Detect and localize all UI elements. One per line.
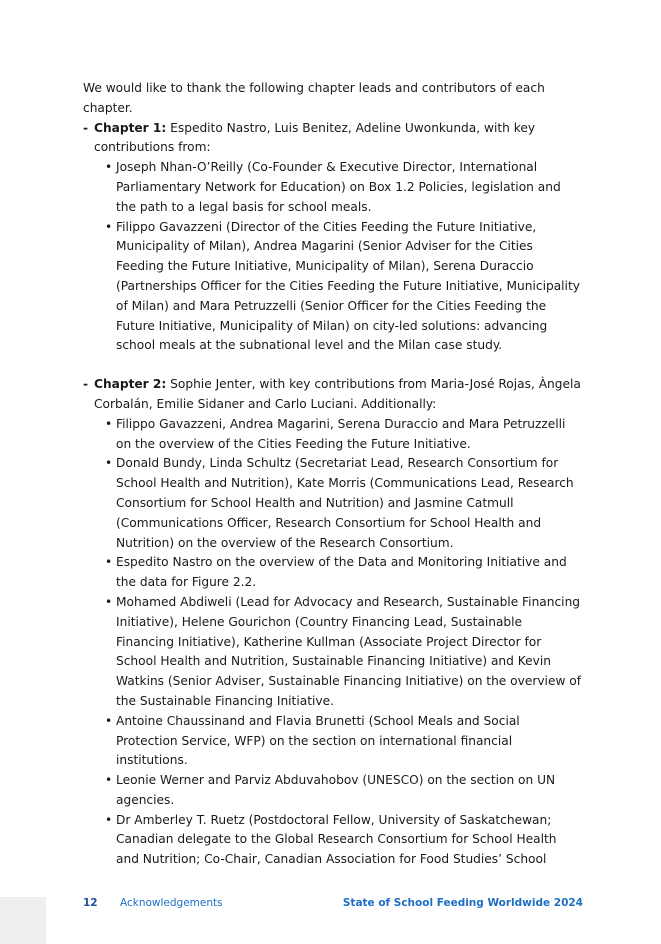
dash-marker: - xyxy=(83,377,89,392)
spacer xyxy=(83,356,583,375)
list-item: • Joseph Nhan-O’Reilly (Co-Founder & Executive Director, International Parliamentary Network for Education) on Box 1.2 Policies, legislation and the path to a legal basis for school meals. xyxy=(105,158,583,217)
chapter-2-heading xyxy=(94,375,583,415)
corner-decoration xyxy=(0,897,46,944)
list-item: • Filippo Gavazzeni (Director of the Cities Feeding the Future Initiative, Municipality of Milan), Andrea Magarini (Senior Adviser for the Cities Feeding the Future Initiative, Municipality of Milan), Serena Duraccio (Partnerships Officer for the Cities Feeding the Future Initiative, Municipality of Milan) and Mara Petruzzelli (Senior Officer for the Cities Feeding the Future Initiative, Municipality of Milan) on city-led solutions: advancing school meals at the subnational level and the Milan case study. xyxy=(105,218,583,357)
list-item: • Dr Amberley T. Ruetz (Postdoctoral Fellow, University of Saskatchewan; Canadian delegate to the Global Research Consortium for School Health and Nutrition; Co-Chair, Canadian Association for Food Studies’ School xyxy=(105,811,583,870)
chapter-1-heading xyxy=(94,119,583,159)
chapter-2-contributions xyxy=(94,415,583,870)
dash-marker: - xyxy=(83,120,89,135)
list-item: • Mohamed Abdiweli (Lead for Advocacy and Research, Sustainable Financing Initiative), Helene Gourichon (Country Financing Lead, Sustainable Financing Initiative), Katherine Kullman (Associate Project Director for School Health and Nutrition, Sustainable Financing Initiative) and Kevin Watkins (Senior Adviser, Sustainable Financing Initiative) on the overview of the Sustainable Financing Initiative. xyxy=(105,593,583,712)
page-number: 12 xyxy=(83,897,98,909)
chapter-1-lead-text: Espedito Nastro, Luis Benitez, Adeline Uwonkunda, with key contributions from: xyxy=(94,120,536,155)
chapter-1-contributions xyxy=(94,158,583,356)
list-item: • Filippo Gavazzeni, Andrea Magarini, Serena Duraccio and Mara Petruzzelli on the overview of the Cities Feeding the Future Initiative. xyxy=(105,415,583,455)
intro-paragraph: We would like to thank the following chapter leads and contributors of each chapter. xyxy=(83,81,545,115)
section-name: Acknowledgements xyxy=(120,897,223,909)
acknowledgements-body xyxy=(83,79,583,870)
list-item: • Antoine Chaussinand and Flavia Brunetti (School Meals and Social Protection Service, WFP) on the section on international financial institutions. xyxy=(105,712,583,771)
list-item: • Espedito Nastro on the overview of the Data and Monitoring Initiative and the data for Figure 2.2. xyxy=(105,553,583,593)
chapter-2-block xyxy=(83,375,583,870)
chapter-2-lead-text: Sophie Jenter, with key contributions from Maria-José Rojas, Àngela Corbalán, Emilie Sidaner and Carlo Luciani. Additionally: xyxy=(94,377,581,411)
list-item: • Donald Bundy, Linda Schultz (Secretariat Lead, Research Consortium for School Health and Nutrition), Kate Morris (Communications Lead, Research Consortium for School Health and Nutrition) and Jasmine Catmull (Communications Officer, Research Consortium for School Health and Nutrition) on the overview of the Research Consortium. xyxy=(105,454,583,553)
list-item: • Leonie Werner and Parviz Abduvahobov (UNESCO) on the section on UN agencies. xyxy=(105,771,583,811)
chapter-1-block xyxy=(83,119,583,357)
chapter-1-title: Chapter 1: xyxy=(94,120,167,135)
page-footer xyxy=(83,895,583,911)
chapter-2-title: Chapter 2: xyxy=(94,377,167,392)
report-title: State of School Feeding Worldwide 2024 xyxy=(342,897,583,909)
